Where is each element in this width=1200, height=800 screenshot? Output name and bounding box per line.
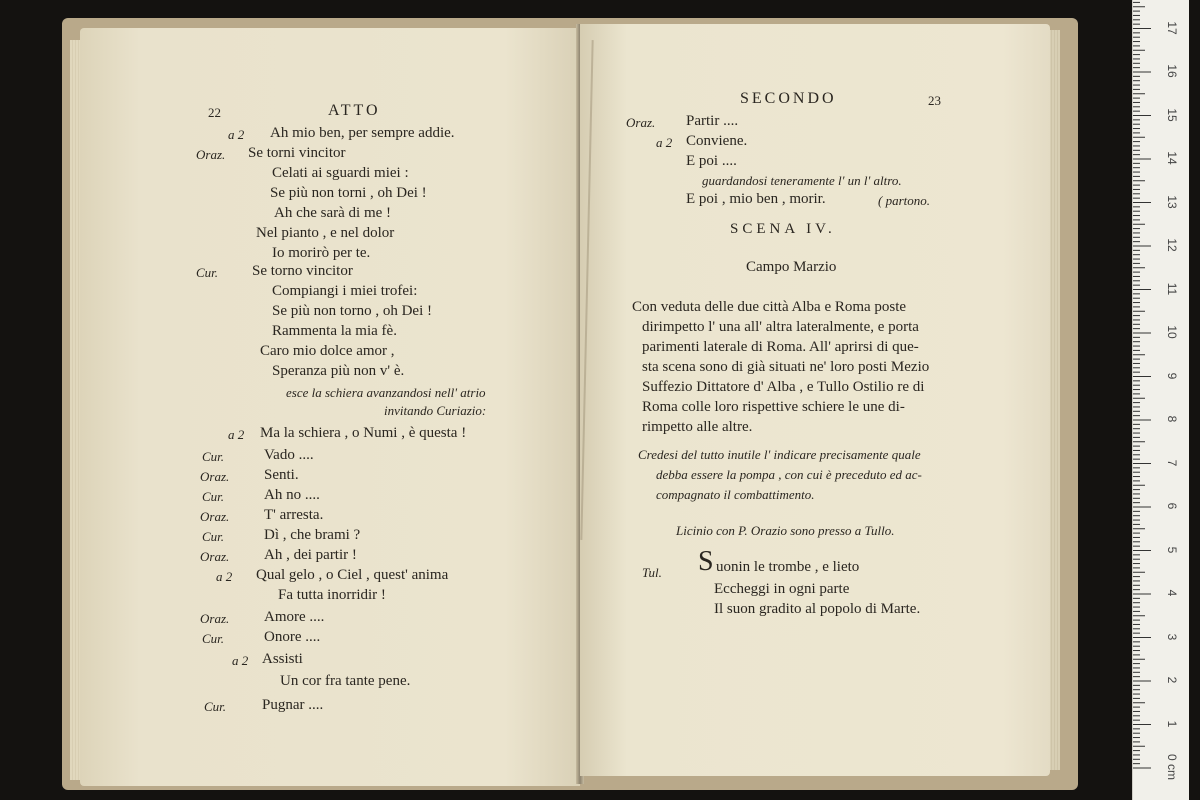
verse-line: Qual gelo , o Ciel , quest' anima bbox=[256, 567, 449, 583]
verse-line: Se più non torno , oh Dei ! bbox=[272, 303, 432, 319]
verse-line: Ma la schiera , o Numi , è questa ! bbox=[260, 425, 467, 441]
speaker: Oraz. bbox=[200, 509, 230, 524]
speaker: Oraz. bbox=[196, 147, 226, 162]
left-page bbox=[80, 28, 580, 786]
stage-direction: esce la schiera avanzandosi nell' atrio bbox=[286, 385, 486, 400]
verse-line: Ah mio ben, per sempre addie. bbox=[270, 125, 455, 141]
note-line: Credesi del tutto inutile l' indicare precisamente quale bbox=[638, 447, 921, 462]
verse-line: Senti. bbox=[264, 467, 299, 483]
ruler-label: 11 bbox=[1165, 282, 1179, 295]
ruler-label: 2 bbox=[1165, 676, 1179, 684]
ruler-label: 13 bbox=[1165, 194, 1179, 209]
speaker: Cur. bbox=[202, 631, 225, 646]
ruler-label: 5 bbox=[1165, 546, 1179, 553]
speaker: Cur. bbox=[202, 449, 225, 464]
speaker: Cur. bbox=[204, 699, 227, 714]
ruler-label: 3 bbox=[1165, 633, 1179, 640]
speaker: Oraz. bbox=[200, 549, 230, 564]
verse-line: Ah no .... bbox=[264, 487, 320, 503]
stage-direction: ( partono. bbox=[878, 193, 930, 208]
left-page-number: 22 bbox=[208, 105, 221, 120]
verse-line: uonin le trombe , e lieto bbox=[716, 559, 860, 575]
verse-line: Se torno vincitor bbox=[252, 263, 353, 279]
verse-line: Onore .... bbox=[264, 629, 321, 645]
description-line: sta scena sono di già situati ne' loro posti Mezio bbox=[642, 359, 930, 375]
description-line: rimpetto alle altre. bbox=[642, 419, 753, 435]
verse-line: Fa tutta inorridir ! bbox=[278, 587, 386, 603]
drop-cap: S bbox=[698, 546, 714, 577]
description-line: Suffezio Dittatore d' Alba , e Tullo Ostilio re di bbox=[642, 379, 925, 395]
verse-line: Se torni vincitor bbox=[248, 145, 346, 161]
speaker: Oraz. bbox=[200, 469, 230, 484]
ruler-label: 7 bbox=[1165, 459, 1179, 466]
ruler-label: 4 bbox=[1165, 589, 1179, 597]
speaker: a 2 bbox=[216, 569, 233, 584]
note-line: compagnato il combattimento. bbox=[656, 487, 815, 502]
verse-line: Un cor fra tante pene. bbox=[280, 673, 411, 689]
ruler-ticks bbox=[1133, 0, 1189, 800]
ruler-label: 1 bbox=[1165, 720, 1179, 727]
verse-line: Ah che sarà di me ! bbox=[274, 205, 392, 221]
ruler-label: 8 bbox=[1165, 415, 1179, 423]
measuring-ruler bbox=[1132, 0, 1189, 800]
description-line: dirimpetto l' una all' altra lateralmente, e porta bbox=[642, 319, 919, 335]
verse-line: Il suon gradito al popolo di Marte. bbox=[714, 601, 921, 617]
verse-line: Caro mio dolce amor , bbox=[260, 343, 395, 359]
stage-direction: guardandosi teneramente l' un l' altro. bbox=[702, 173, 902, 188]
speaker: a 2 bbox=[228, 127, 245, 142]
speaker: a 2 bbox=[228, 427, 245, 442]
ruler-label: 14 bbox=[1165, 151, 1179, 165]
ruler-label: 12 bbox=[1165, 238, 1179, 252]
speaker: Tul. bbox=[642, 565, 662, 580]
verse-line: Ah , dei partir ! bbox=[264, 547, 357, 563]
description-line: Roma colle loro rispettive schiere le une di- bbox=[642, 399, 905, 415]
left-running-head: ATTO bbox=[328, 102, 381, 119]
verse-line: Se più non torni , oh Dei ! bbox=[270, 185, 427, 201]
ruler-label: 17 bbox=[1165, 20, 1179, 35]
speaker: Oraz. bbox=[200, 611, 230, 626]
description-line: Con veduta delle due città Alba e Roma poste bbox=[632, 299, 907, 315]
verse-line: Compiangi i miei trofei: bbox=[272, 283, 418, 299]
speaker: Cur. bbox=[202, 489, 225, 504]
speaker: a 2 bbox=[656, 135, 673, 150]
verse-line: Io morirò per te. bbox=[272, 245, 371, 261]
ruler-label: 10 bbox=[1165, 325, 1179, 339]
stage-direction: Licinio con P. Orazio sono presso a Tullo. bbox=[676, 523, 895, 538]
ruler-label: 16 bbox=[1165, 64, 1179, 78]
speaker: Cur. bbox=[202, 529, 225, 544]
verse-line: Conviene. bbox=[686, 133, 748, 149]
ruler-label: 6 bbox=[1165, 502, 1179, 510]
verse-line: Speranza più non v' è. bbox=[272, 363, 405, 379]
note-line: debba essere la pompa , con cui è preceduto ed ac- bbox=[656, 467, 922, 482]
right-running-head: SECONDO bbox=[740, 90, 837, 107]
description-line: parimenti laterale di Roma. All' aprirsi di que- bbox=[642, 339, 919, 355]
verse-line: Amore .... bbox=[264, 609, 325, 625]
verse-line: Celati ai sguardi miei : bbox=[272, 165, 409, 181]
speaker: Oraz. bbox=[626, 115, 656, 130]
right-page-number: 23 bbox=[928, 93, 941, 108]
ruler-label: 15 bbox=[1165, 107, 1179, 122]
verse-line: Vado .... bbox=[264, 447, 314, 463]
ruler-label: 9 bbox=[1165, 372, 1179, 379]
ruler-label: 0 cm bbox=[1165, 753, 1179, 780]
scene-title: SCENA IV. bbox=[730, 221, 836, 237]
verse-line: Nel pianto , e nel dolor bbox=[256, 225, 395, 241]
verse-line: Rammenta la mia fè. bbox=[272, 323, 397, 339]
verse-line: Assisti bbox=[262, 651, 303, 667]
scene-setting: Campo Marzio bbox=[746, 259, 837, 275]
right-page bbox=[580, 24, 1050, 776]
verse-line: Partir .... bbox=[686, 113, 739, 129]
verse-line: E poi .... bbox=[686, 153, 737, 169]
stage-direction: invitando Curiazio: bbox=[384, 403, 487, 418]
speaker: a 2 bbox=[232, 653, 249, 668]
verse-line: T' arresta. bbox=[264, 507, 324, 523]
verse-line: Eccheggi in ogni parte bbox=[714, 581, 850, 597]
verse-line: Dì , che brami ? bbox=[264, 527, 361, 543]
verse-line: E poi , mio ben , morir. bbox=[686, 191, 826, 207]
speaker: Cur. bbox=[196, 265, 219, 280]
verse-line: Pugnar .... bbox=[262, 697, 324, 713]
